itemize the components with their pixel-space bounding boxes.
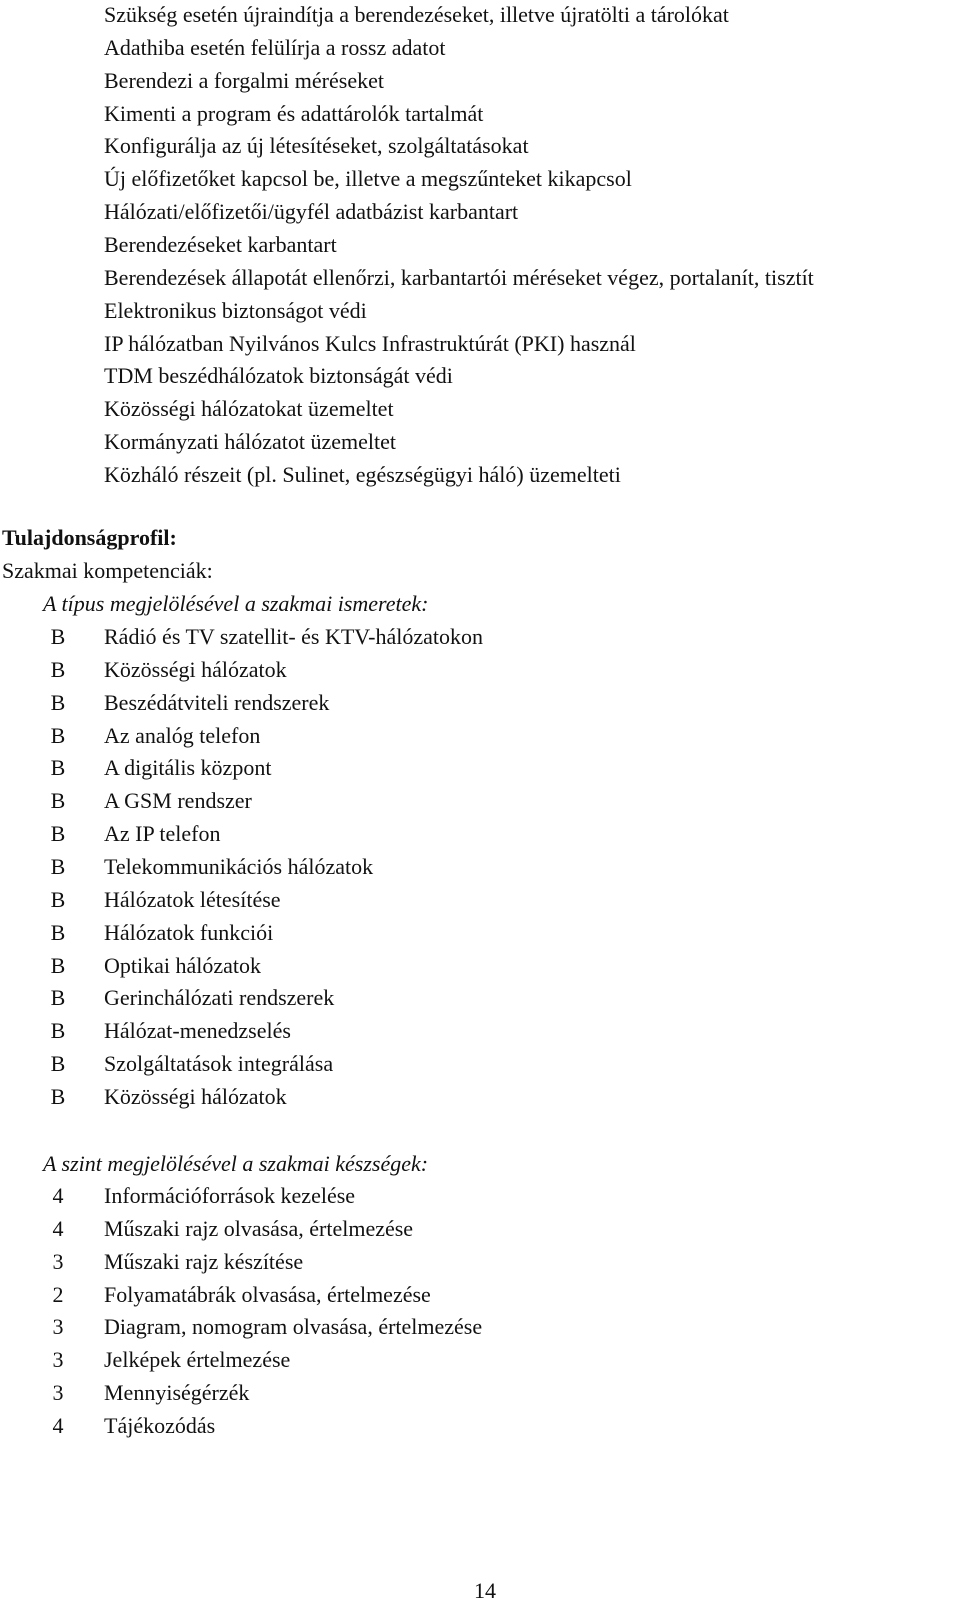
task-line: Új előfizetőket kapcsol be, illetve a megszűnteket kikapcsol: [104, 166, 632, 192]
list-item: Hálózatok funkciói: [104, 919, 274, 945]
level-code: B: [50, 853, 66, 879]
level-code: B: [50, 1083, 66, 1109]
task-line: Közösségi hálózatokat üzemeltet: [104, 396, 394, 422]
list-item: Műszaki rajz készítése: [104, 1248, 304, 1274]
list-item: Szolgáltatások integrálása: [104, 1051, 334, 1077]
level-code: B: [50, 722, 66, 748]
level-code: 4: [52, 1215, 64, 1241]
level-code: B: [50, 689, 66, 715]
list-item: Hálózatok létesítése: [104, 886, 281, 912]
task-line: Kormányzati hálózatot üzemeltet: [104, 429, 396, 455]
task-line: Közháló részeit (pl. Sulinet, egészségügyi háló) üzemelteti: [104, 461, 621, 487]
level-code: B: [50, 656, 66, 682]
list-item: Telekommunikációs hálózatok: [104, 853, 374, 879]
task-line: IP hálózatban Nyilvános Kulcs Infrastruktúrát (PKI) használ: [104, 330, 636, 356]
list-item: Az analóg telefon: [104, 722, 261, 748]
list-item: Az IP telefon: [104, 821, 221, 847]
list-item: Optikai hálózatok: [104, 952, 262, 978]
list-item: Információforrások kezelése: [104, 1183, 356, 1208]
knowledge-heading: A típus megjelölésével a szakmai ismeretek:: [43, 591, 429, 616]
level-code: 3: [52, 1347, 64, 1373]
list-item: Beszédátviteli rendszerek: [104, 689, 330, 715]
level-code: B: [50, 624, 66, 649]
competencies-label: Szakmai kompetenciák:: [2, 558, 213, 583]
level-code: 4: [52, 1183, 64, 1208]
task-line: Kimenti a program és adattárolók tartalmát: [104, 100, 484, 126]
list-item: Közösségi hálózatok: [104, 656, 287, 682]
page-number: 14: [474, 1578, 496, 1603]
level-code: 3: [52, 1248, 64, 1274]
level-code: 3: [52, 1380, 64, 1406]
list-item: Hálózat-menedzselés: [104, 1018, 291, 1044]
task-line: Berendezések állapotát ellenőrzi, karbantartói méréseket végez, portalanít, tisztít: [104, 264, 814, 290]
list-item: Közösségi hálózatok: [104, 1083, 287, 1109]
task-line: Szükség esetén újraindítja a berendezéseket, illetve újratölti a tárolókat: [104, 2, 729, 27]
level-code: B: [50, 886, 66, 912]
list-item: Rádió és TV szatellit- és KTV-hálózatokon: [104, 624, 484, 649]
level-code: B: [50, 1051, 66, 1077]
list-item: Tájékozódás: [104, 1412, 216, 1438]
list-item: Mennyiségérzék: [104, 1380, 250, 1406]
level-code: B: [50, 985, 66, 1011]
list-item: A digitális központ: [104, 755, 272, 781]
list-item: Jelképek értelmezése: [104, 1347, 291, 1373]
level-code: B: [50, 788, 66, 814]
list-item: Gerinchálózati rendszerek: [104, 985, 335, 1011]
list-item: A GSM rendszer: [104, 788, 252, 814]
task-line: TDM beszédhálózatok biztonságát védi: [104, 363, 453, 389]
list-item: Műszaki rajz olvasása, értelmezése: [104, 1215, 414, 1241]
list-item: Folyamatábrák olvasása, értelmezése: [104, 1281, 431, 1307]
level-code: B: [50, 1018, 66, 1044]
task-line: Elektronikus biztonságot védi: [104, 297, 367, 323]
level-code: B: [50, 755, 66, 781]
task-line: Konfigurálja az új létesítéseket, szolgáltatásokat: [104, 133, 529, 159]
profile-heading: Tulajdonságprofil:: [2, 525, 177, 550]
task-line: Berendezi a forgalmi méréseket: [104, 67, 384, 93]
skills-heading: A szint megjelölésével a szakmai készségek:: [43, 1151, 429, 1176]
level-code: 2: [52, 1281, 64, 1307]
level-code: B: [50, 919, 66, 945]
level-code: B: [50, 952, 66, 978]
level-code: 4: [52, 1412, 64, 1438]
level-code: 3: [52, 1314, 64, 1340]
level-code: B: [50, 821, 66, 847]
list-item: Diagram, nomogram olvasása, értelmezése: [104, 1314, 483, 1340]
task-line: Berendezéseket karbantart: [104, 231, 337, 257]
task-line: Hálózati/előfizetői/ügyfél adatbázist karbantart: [104, 199, 519, 225]
task-line: Adathiba esetén felülírja a rossz adatot: [104, 34, 446, 60]
